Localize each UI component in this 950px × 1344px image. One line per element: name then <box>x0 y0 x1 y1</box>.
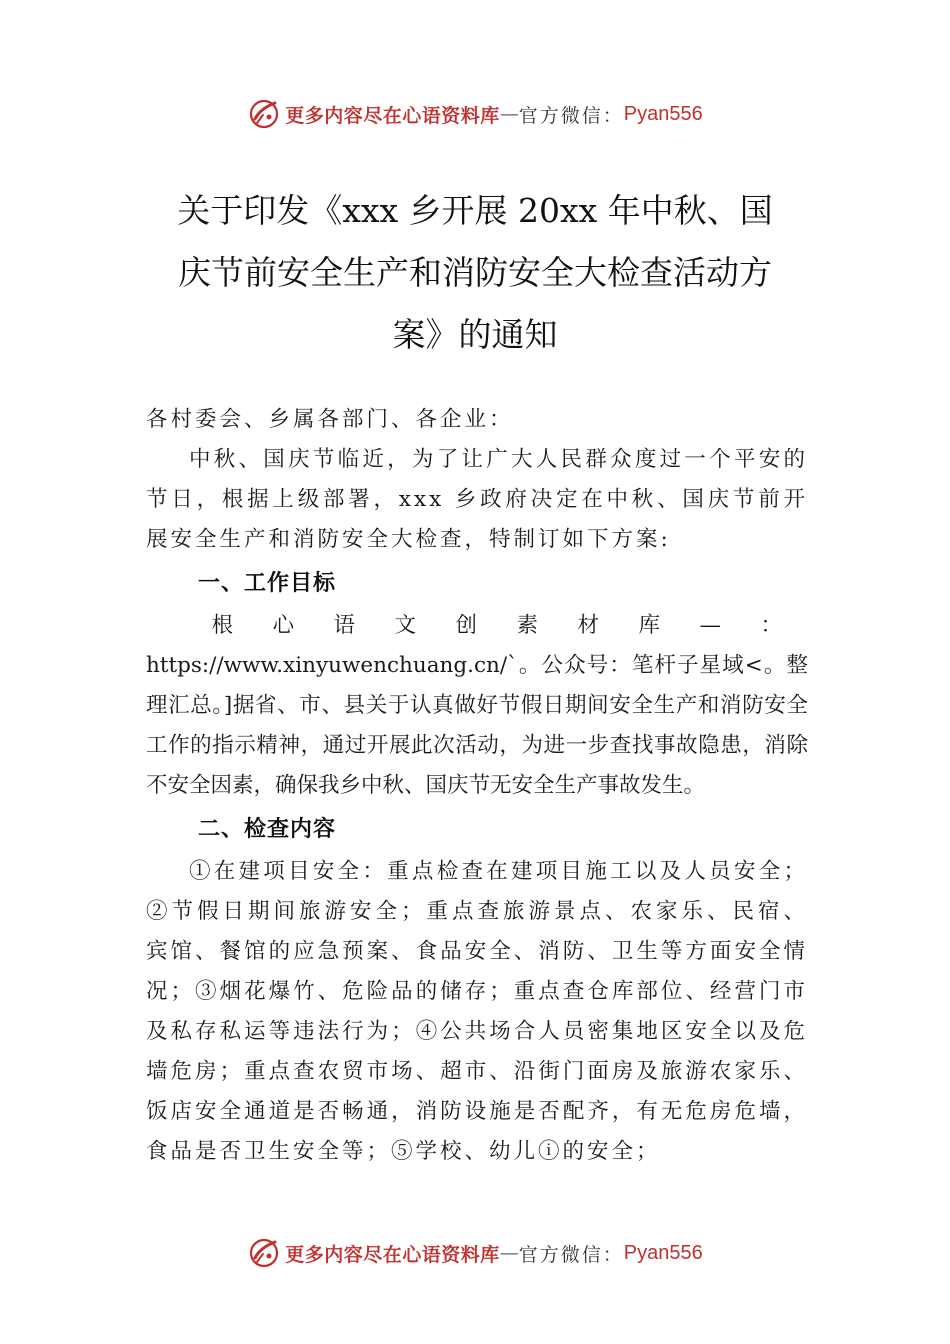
banner-wechat-id: Pyan556 <box>623 102 703 125</box>
document-title <box>140 180 810 366</box>
banner-main-text: 更多内容尽在心语资料库 <box>285 1243 500 1266</box>
document-body <box>146 400 808 1172</box>
source-url: https://www.xinyuwenchuang.cn/`。公众号：笔杆子星域<。整理汇总。] <box>146 653 808 718</box>
section-1-heading: 一、工作目标 <box>198 571 337 596</box>
intro-paragraph: 中秋、国庆节临近，为了让广大人民群众度过一个平安的节日，根据上级部署，xxx 乡政府决定在中秋、国庆节前开展安全生产和消防安全大检查，特制订如下方案: <box>146 447 808 552</box>
source-label: 根心语文创素材库—： <box>198 613 808 638</box>
brush-logo-icon <box>247 97 281 131</box>
banner-wechat-label: 官方微信： <box>518 1243 624 1266</box>
section-1-text: 据省、市、县关于认真做好节假日期间安全生产和消防安全工作的指示精神，通过开展此次活动，为进一步查找事故隐患，消除不安全因素，确保我乡中秋、国庆节无安全生产事故发生。 <box>146 693 808 798</box>
header-banner <box>0 94 950 134</box>
banner-main-text: 更多内容尽在心语资料库 <box>285 104 500 127</box>
banner-wechat-label: 官方微信： <box>518 104 624 127</box>
title-line-2: 庆节前安全生产和消防安全大检查活动方 <box>178 253 772 292</box>
title-line-1: 关于印发《xxx 乡开展 20xx 年中秋、国 <box>177 191 773 230</box>
banner-wechat-id: Pyan556 <box>623 1241 703 1264</box>
footer-banner <box>0 1233 950 1273</box>
title-line-3: 案》的通知 <box>392 315 558 354</box>
salutation: 各村委会、乡属各部门、各企业： <box>146 407 514 432</box>
section-2-paragraph: ①在建项目安全：重点检查在建项目施工以及人员安全；②节假日期间旅游安全；重点查旅游景点、农家乐、民宿、 宾馆、餐馆的应急预案、食品安全、消防、卫生等方面安全情况；③烟花爆竹、危险品的储存；重点查仓库部位、经营门市及私存私运等违法行为；④公共场合人员密集地区安全以及危墙危房；重点查农贸市场、超市、沿街门面房及旅游农家乐、饭店安全通道是否畅通，消防设施是否配齐，有无危房危墙，食品是否卫生安全等；⑤学校、幼儿ⓘ的安全； <box>146 859 808 1164</box>
banner-dash: — <box>499 103 519 125</box>
section-1-paragraph <box>146 606 808 806</box>
brush-logo-icon <box>247 1236 281 1270</box>
section-2-heading: 二、检查内容 <box>198 817 337 842</box>
banner-dash: — <box>499 1242 519 1264</box>
